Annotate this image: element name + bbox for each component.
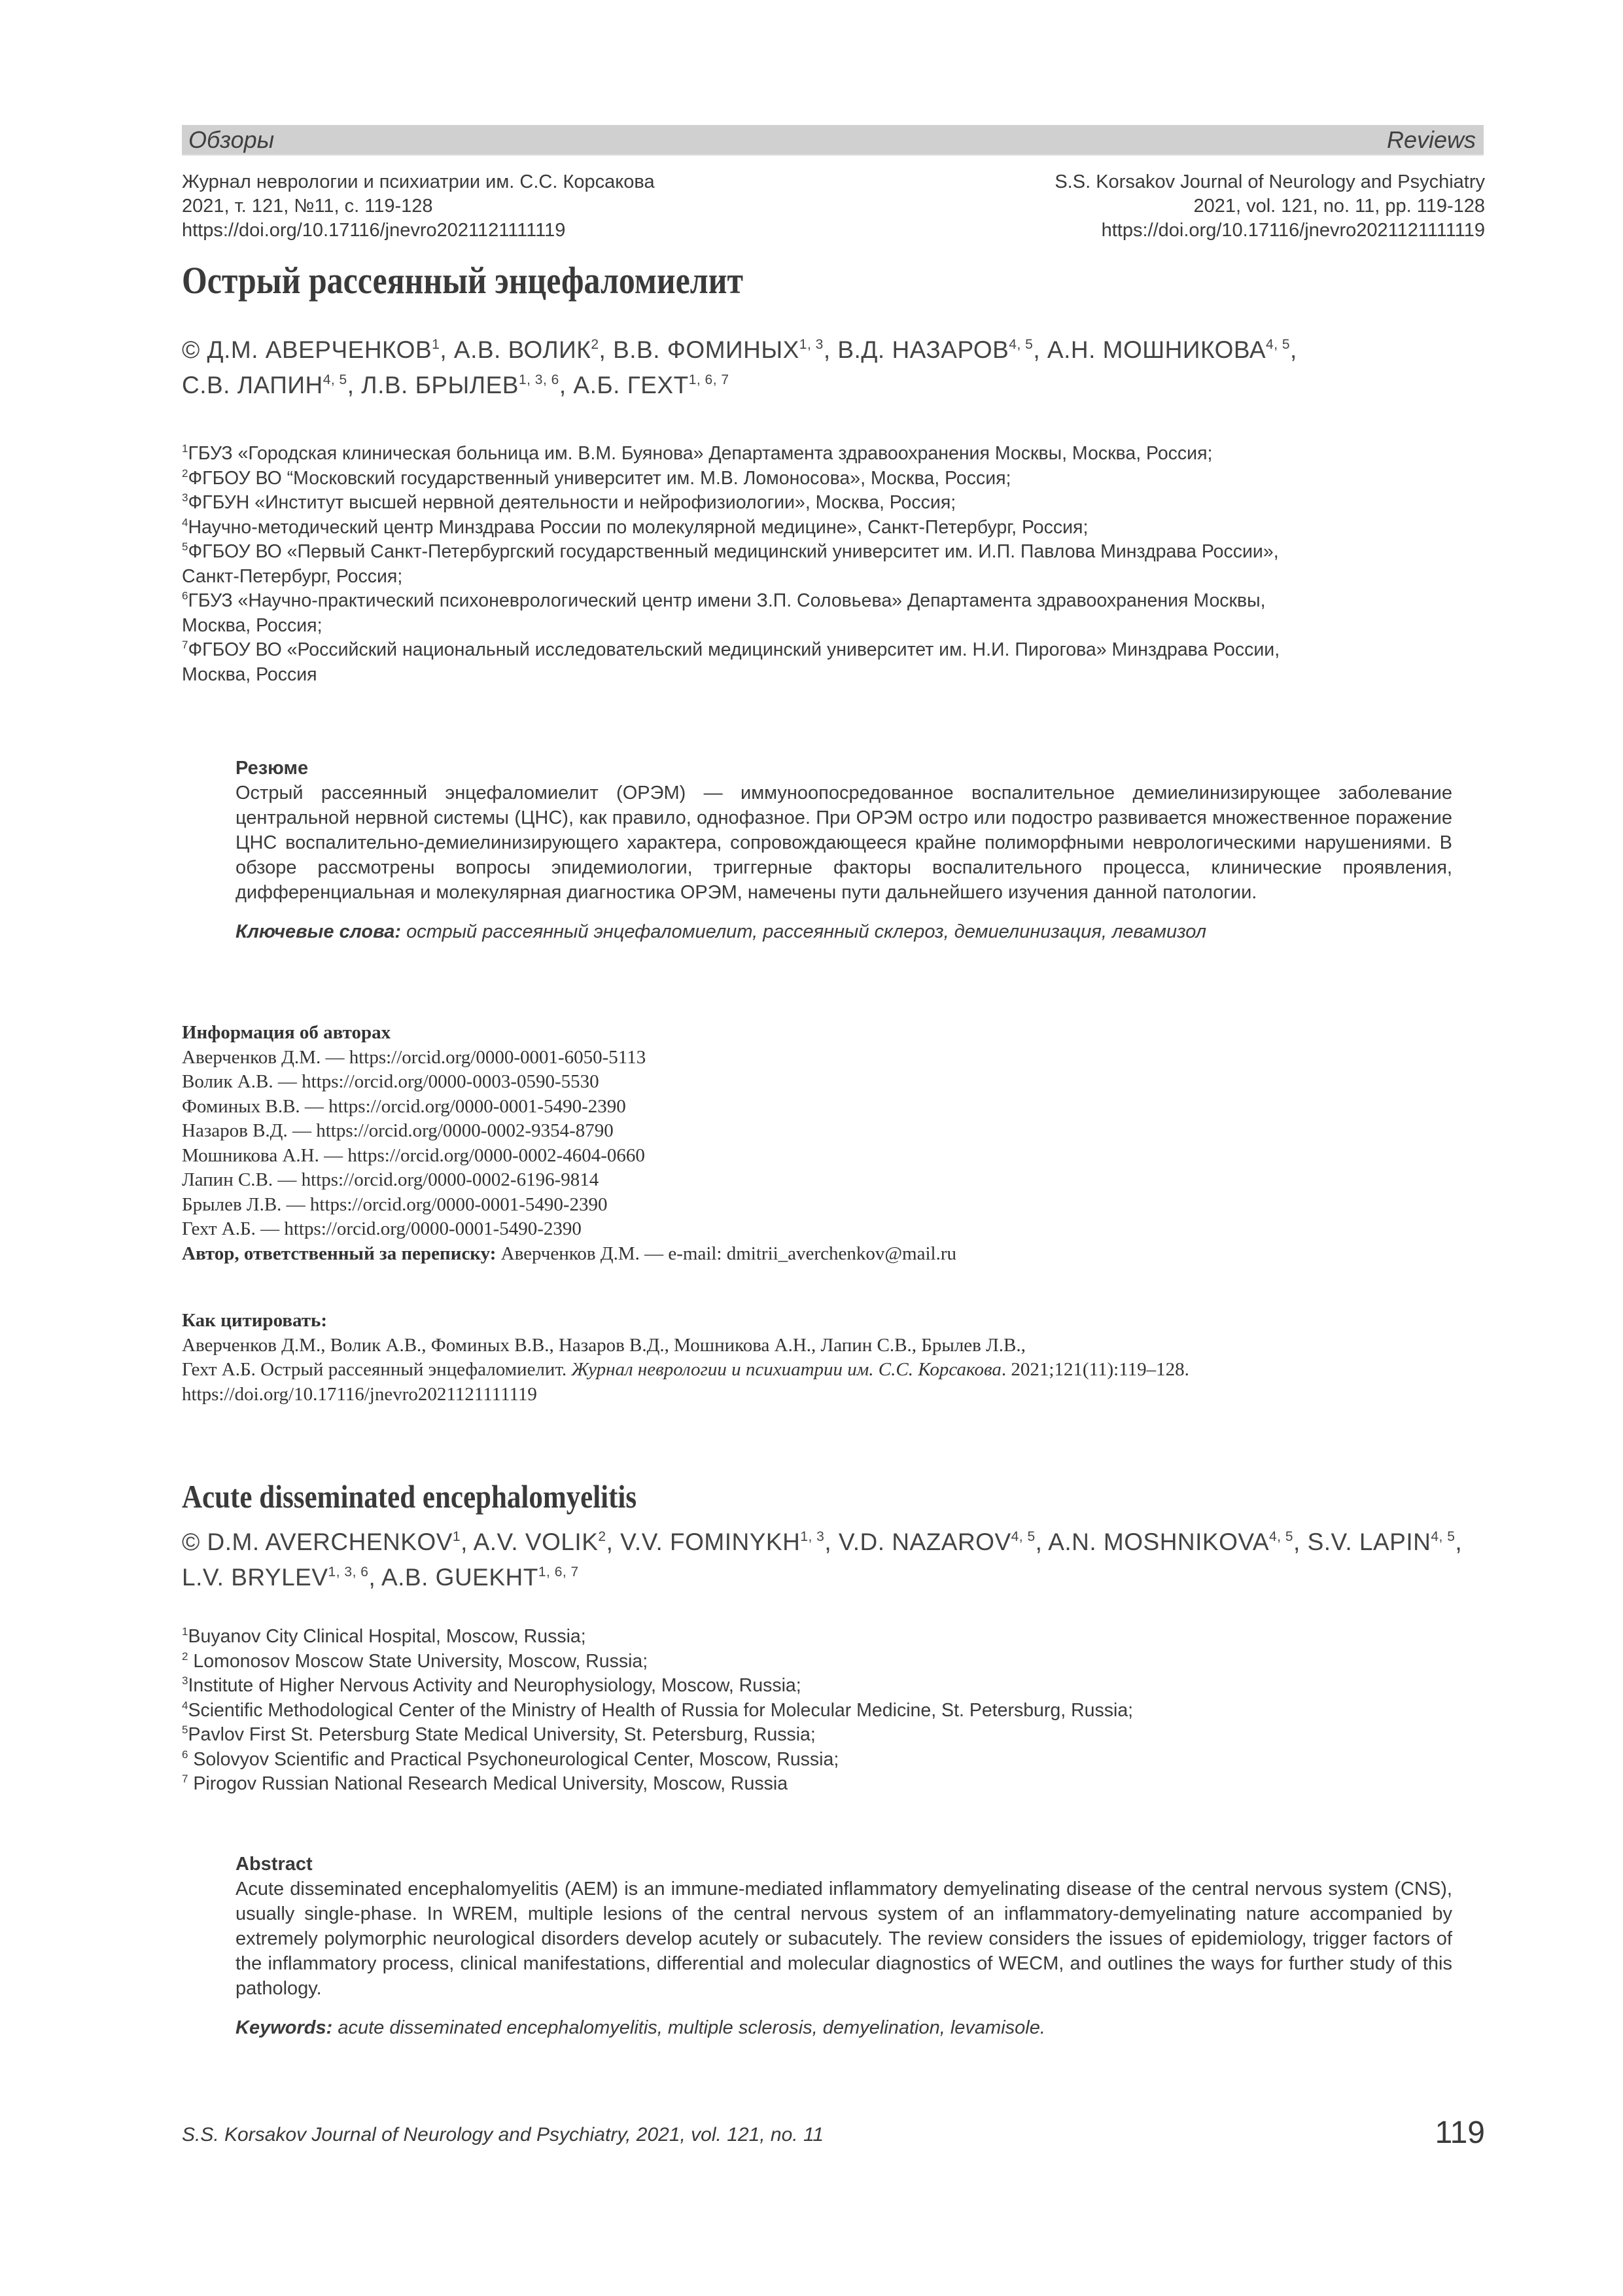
- affiliation-item-cont: Москва, Россия;: [182, 614, 323, 636]
- correspondence-label: Автор, ответственный за переписку:: [182, 1243, 497, 1264]
- affiliation-item: $^4$Научно-методический центр Минздрава России по молекулярной медицине», Санкт-Петербург, Россия;: [182, 516, 1089, 538]
- cite-journal: Журнал неврологии и психиатрии им. С.С. Корсакова: [571, 1359, 1002, 1380]
- author-name: A.N. MOSHNIKOVA: [1048, 1528, 1269, 1555]
- affiliation-item: $^5$Pavlov First St. Petersburg State Medical University, St. Petersburg, Russia;: [182, 1723, 816, 1745]
- citation-en: [1055, 170, 1485, 243]
- author-affil-sup: 1, 6, 7: [688, 372, 729, 387]
- section-header-bar: [182, 125, 1484, 156]
- author-affil-sup: 2: [591, 337, 599, 352]
- author-affil-sup: 4, 5: [1266, 337, 1291, 352]
- affiliation-item-cont: Санкт-Петербург, Россия;: [182, 565, 403, 587]
- section-label-ru: Обзоры: [188, 126, 275, 153]
- author-affil-sup: 1: [432, 337, 440, 352]
- author-name: В.В. ФОМИНЫХ: [613, 336, 799, 363]
- article-title-ru: Острый рассеянный энцефаломиелит: [182, 259, 743, 302]
- issue-info-ru: 2021, т. 121, №11, с. 119-128: [182, 196, 433, 217]
- keywords-text-ru: острый рассеянный энцефаломиелит, рассеянный склероз, демиелинизация, левамизол: [406, 921, 1207, 942]
- author-name: D.M. AVERCHENKOV: [207, 1528, 453, 1555]
- abstract-heading-ru: Резюме: [236, 758, 309, 779]
- author-name: L.V. BRYLEV: [182, 1564, 328, 1591]
- orcid-entry[interactable]: Волик А.В. — https://orcid.org/0000-0003-0590-5530: [182, 1071, 599, 1092]
- author-name: С.В. ЛАПИН: [182, 372, 323, 398]
- footer-journal: S.S. Korsakov Journal of Neurology and Psychiatry, 2021, vol. 121, no. 11: [182, 2124, 824, 2146]
- doi-link-ru[interactable]: https://doi.org/10.17116/jnevro2021121111119: [182, 220, 566, 241]
- how-to-cite: [182, 1309, 1490, 1407]
- author-name: А.В. ВОЛИК: [453, 336, 591, 363]
- cite-line-2: Гехт А.Б. Острый рассеянный энцефаломиелит. Журнал неврологии и психиатрии им. С.С. Корсакова. 2021;121(11):119–128.: [182, 1359, 1189, 1380]
- correspondence-email[interactable]: Аверченков Д.М. — e-mail: dmitrii_averchenkov@mail.ru: [500, 1243, 956, 1264]
- affiliation-item: $^3$ФГБУН «Институт высшей нервной деятельности и нейрофизиологии», Москва, Россия;: [182, 491, 956, 513]
- authors-en-line-1: © D.M. AVERCHENKOV$^1$, A.V. VOLIK$^2$, V.V. FOMINYKH$^{1, 3}$, V.D. NAZAROV$^{4, 5}$, A.N. MOSHNIKOVA$^{4, 5}$, S.V. LAPIN$^{4, 5}$,: [182, 1528, 1463, 1555]
- author-name: А.Б. ГЕХТ: [573, 372, 689, 398]
- affiliation-item: $^7$ФГБОУ ВО «Российский национальный исследовательский медицинский университет им. Н.И. Пирогова» Минздрава России,: [182, 639, 1280, 660]
- author-name: V.V. FOMINYKH: [620, 1528, 801, 1555]
- affiliation-item: $^1$Buyanov City Clinical Hospital, Moscow, Russia;: [182, 1625, 586, 1647]
- doi-link-en[interactable]: https://doi.org/10.17116/jnevro2021121111119: [1101, 220, 1485, 241]
- affiliation-item: $^1$ГБУЗ «Городская клиническая больница им. В.М. Буянова» Департамента здравоохранения Москвы, Москва, Россия;: [182, 442, 1213, 464]
- author-name: V.D. NAZAROV: [838, 1528, 1011, 1555]
- keywords-label-ru: Ключевые слова:: [236, 921, 402, 942]
- orcid-entry[interactable]: Фоминых В.В. — https://orcid.org/0000-0001-5490-2390: [182, 1095, 626, 1117]
- keywords-text-en: acute disseminated encephalomyelitis, multiple sclerosis, demyelination, levamisole.: [338, 2017, 1045, 2038]
- affiliation-item: $^2$ФГБОУ ВО “Московский государственный университет им. М.В. Ломоносова», Москва, Россия;: [182, 467, 1011, 489]
- cite-doi-link[interactable]: https://doi.org/10.17116/jnevro2021121111119: [182, 1383, 537, 1405]
- journal-name-ru: Журнал неврологии и психиатрии им. С.С. Корсакова: [182, 171, 655, 192]
- abstract-heading-en: Abstract: [236, 1854, 313, 1875]
- abstract-text-en: Acute disseminated encephalomyelitis (AEM) is an immune-mediated inflammatory demyelinating disease of the central nervous system (CNS), usually single-phase. In WREM, multiple lesions of the central nervous system of an inflammatory-demyelinating nature accompanied by extremely polymorphic neurological disorders develop acutely or subacutely. The review considers the issues of epidemiology, trigger factors of the inflammatory process, clinical manifestations, differential and molecular diagnostics of WECM, and outlines the ways for further study of this pathology.: [236, 1879, 1452, 1999]
- keywords-ru: [236, 919, 1452, 944]
- author-name: Д.М. АВЕРЧЕНКОВ: [207, 336, 432, 363]
- author-info-heading: Информация об авторах: [182, 1022, 391, 1043]
- copyright-symbol: ©: [182, 1528, 200, 1555]
- journal-name-en: S.S. Korsakov Journal of Neurology and Psychiatry: [1055, 171, 1485, 192]
- author-affil-sup: 4, 5: [323, 372, 347, 387]
- author-info: [182, 1021, 1490, 1266]
- author-name: A.V. VOLIK: [473, 1528, 599, 1555]
- author-name: S.V. LAPIN: [1307, 1528, 1431, 1555]
- cite-line-1: Аверченков Д.М., Волик А.В., Фоминых В.В., Назаров В.Д., Мошникова А.Н., Лапин С.В., Брылев Л.В.,: [182, 1334, 1026, 1356]
- how-to-cite-heading: Как цитировать:: [182, 1310, 328, 1331]
- authors-ru-line-1: © Д.М. АВЕРЧЕНКОВ$^1$, А.В. ВОЛИК$^2$, В.В. ФОМИНЫХ$^{1, 3}$, В.Д. НАЗАРОВ$^{4, 5}$, А.Н. МОШНИКОВА$^{4, 5}$,: [182, 336, 1297, 363]
- affiliation-item: $^3$Institute of Higher Nervous Activity and Neurophysiology, Moscow, Russia;: [182, 1674, 801, 1696]
- affiliation-item: $^5$ФГБОУ ВО «Первый Санкт-Петербургский государственный медицинский университет им. И.П. Павлова Минздрава России»,: [182, 540, 1279, 562]
- author-name: А.Н. МОШНИКОВА: [1047, 336, 1266, 363]
- author-affil-sup: 1, 3: [799, 337, 824, 352]
- keywords-label-en: Keywords:: [236, 2017, 333, 2038]
- author-affil-sup: 4, 5: [1009, 337, 1034, 352]
- affiliation-item-cont: Москва, Россия: [182, 663, 317, 685]
- issue-info-en: 2021, vol. 121, no. 11, pp. 119-128: [1193, 196, 1485, 217]
- author-affil-sup: 1, 3, 6: [518, 372, 559, 387]
- copyright-symbol: ©: [182, 336, 200, 363]
- author-name: Л.В. БРЫЛЕВ: [361, 372, 519, 398]
- section-label-en: Reviews: [1386, 126, 1476, 153]
- affiliation-item: $^6$ГБУЗ «Научно-практический психоневрологический центр имени З.П. Соловьева» Департамента здравоохранения Москвы,: [182, 590, 1266, 611]
- authors-en: [182, 1525, 1462, 1595]
- orcid-entry[interactable]: Аверченков Д.М. — https://orcid.org/0000-0001-6050-5113: [182, 1046, 646, 1068]
- authors-en-line-2: L.V. BRYLEV$^{1, 3, 6}$, A.B. GUEKHT$^{1, 6, 7}$: [182, 1564, 579, 1591]
- author-name: A.B. GUEKHT: [381, 1564, 538, 1591]
- page-number: 119: [1435, 2115, 1485, 2150]
- affiliation-item: $^2$ Lomonosov Moscow State University, Moscow, Russia;: [182, 1650, 648, 1672]
- abstract-text-ru: Острый рассеянный энцефаломиелит (ОРЭМ) — иммуноопосредованное воспалительное демиелинизирующее заболевание центральной нервной системы (ЦНС), как правило, однофазное. При ОРЭМ остро или подостро развивается множественное поражение ЦНС воспалительно-демиелинизирующего характера, сопровождающееся крайне полиморфными неврологическими нарушениями. В обзоре рассмотрены вопросы эпидемиологии, триггерные факторы воспалительного процесса, клинические проявления, дифференциальная и молекулярная диагностика ОРЭМ, намечены пути дальнейшего изучения данной патологии.: [236, 783, 1452, 903]
- abstract-en: [236, 1852, 1452, 2040]
- authors-ru: [182, 332, 1297, 403]
- affiliations-en: [182, 1625, 1490, 1797]
- keywords-en: [236, 2015, 1452, 2040]
- orcid-entry[interactable]: Назаров В.Д. — https://orcid.org/0000-0002-9354-8790: [182, 1120, 614, 1141]
- authors-ru-line-2: С.В. ЛАПИН$^{4, 5}$, Л.В. БРЫЛЕВ$^{1, 3, 6}$, А.Б. ГЕХТ$^{1, 6, 7}$: [182, 372, 729, 398]
- affiliation-item: $^6$ Solovyov Scientific and Practical Psychoneurological Center, Moscow, Russia;: [182, 1748, 839, 1770]
- orcid-entry[interactable]: Мошникова А.Н. — https://orcid.org/0000-0002-4604-0660: [182, 1144, 645, 1166]
- citation-ru: [182, 170, 655, 243]
- article-title-en: Acute disseminated encephalomyelitis: [182, 1478, 637, 1515]
- affiliation-item: $^4$Scientific Methodological Center of the Ministry of Health of Russia for Molecular Medicine, St. Petersburg, Russia;: [182, 1699, 1134, 1721]
- orcid-entry[interactable]: Гехт А.Б. — https://orcid.org/0000-0001-5490-2390: [182, 1218, 582, 1239]
- orcid-entry[interactable]: Лапин С.В. — https://orcid.org/0000-0002-6196-9814: [182, 1169, 599, 1190]
- author-name: В.Д. НАЗАРОВ: [837, 336, 1009, 363]
- affiliation-item: $^7$ Pirogov Russian National Research Medical University, Moscow, Russia: [182, 1773, 788, 1794]
- affiliations-ru: [182, 442, 1490, 687]
- abstract-ru: [236, 756, 1452, 944]
- orcid-entry[interactable]: Брылев Л.В. — https://orcid.org/0000-0001-5490-2390: [182, 1193, 608, 1215]
- correspondence: [182, 1242, 1490, 1267]
